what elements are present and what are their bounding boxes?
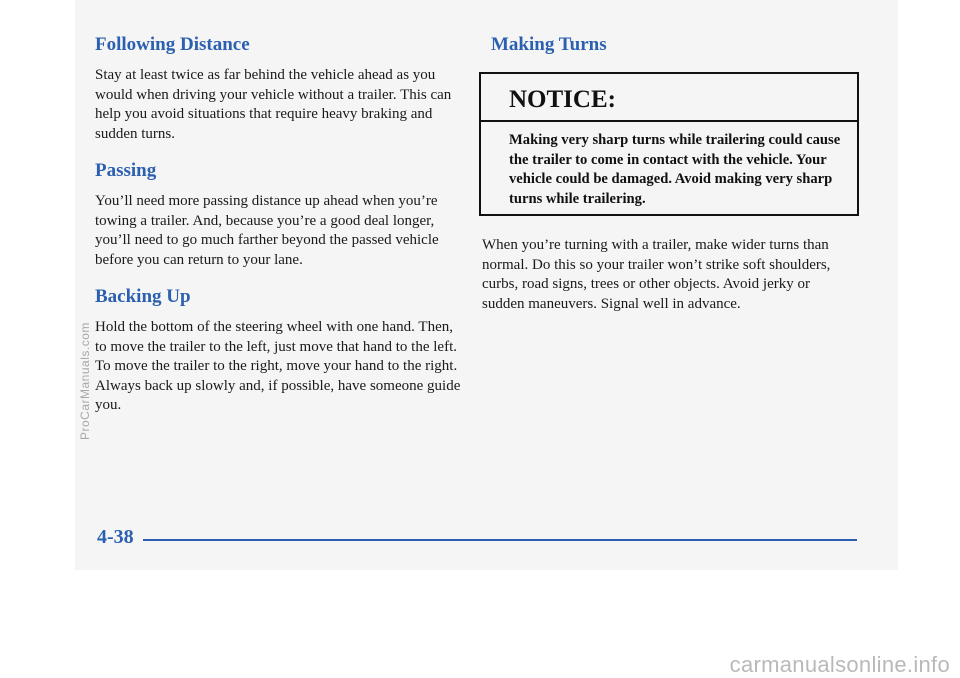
backing-up-heading: Backing Up <box>95 286 191 307</box>
notice-title: NOTICE: <box>481 74 857 122</box>
backing-up-text: Hold the bottom of the steering wheel with one hand. Then, to move the trailer to the left, just move that hand to the left. To move the trailer to the right, move your hand to the right. Always back up slowly and, if possible, have someone guide you. <box>95 319 461 413</box>
following-distance-text: Stay at least twice as far behind the vehicle ahead as you would when driving your vehicle without a trailer. This can help you avoid situations that require heavy braking and sudden turns. <box>95 67 452 142</box>
right-column <box>491 32 861 58</box>
footer-rule <box>143 539 857 541</box>
making-turns-heading: Making Turns <box>491 34 607 55</box>
notice-text: Making very sharp turns while trailering could cause the trailer to come in contact with the vehicle. Your vehicle could be damaged. Avoid making very sharp turns while trailering. <box>509 132 841 207</box>
passing-heading: Passing <box>95 160 157 181</box>
making-turns-text: When you’re turning with a trailer, make wider turns than normal. Do this so your trailer won’t strike soft shoulders, curbs, road signs, trees or other objects. Avoid jerky or sudden maneuvers. Signal well in advance. <box>482 237 831 312</box>
bottom-watermark: carmanualsonline.info <box>729 652 950 677</box>
making-turns-body <box>482 236 854 314</box>
passing-text: You’ll need more passing distance up ahead when you’re towing a trailer. And, because you’re a good deal longer, you’ll need to go much farther beyond the passed vehicle before you can return to your lane. <box>95 193 439 268</box>
side-watermark: ProCarManuals.com <box>78 322 92 440</box>
page-number: 4-38 <box>97 526 134 548</box>
notice-box <box>479 72 859 216</box>
following-distance-heading: Following Distance <box>95 34 250 55</box>
left-column <box>95 32 465 416</box>
